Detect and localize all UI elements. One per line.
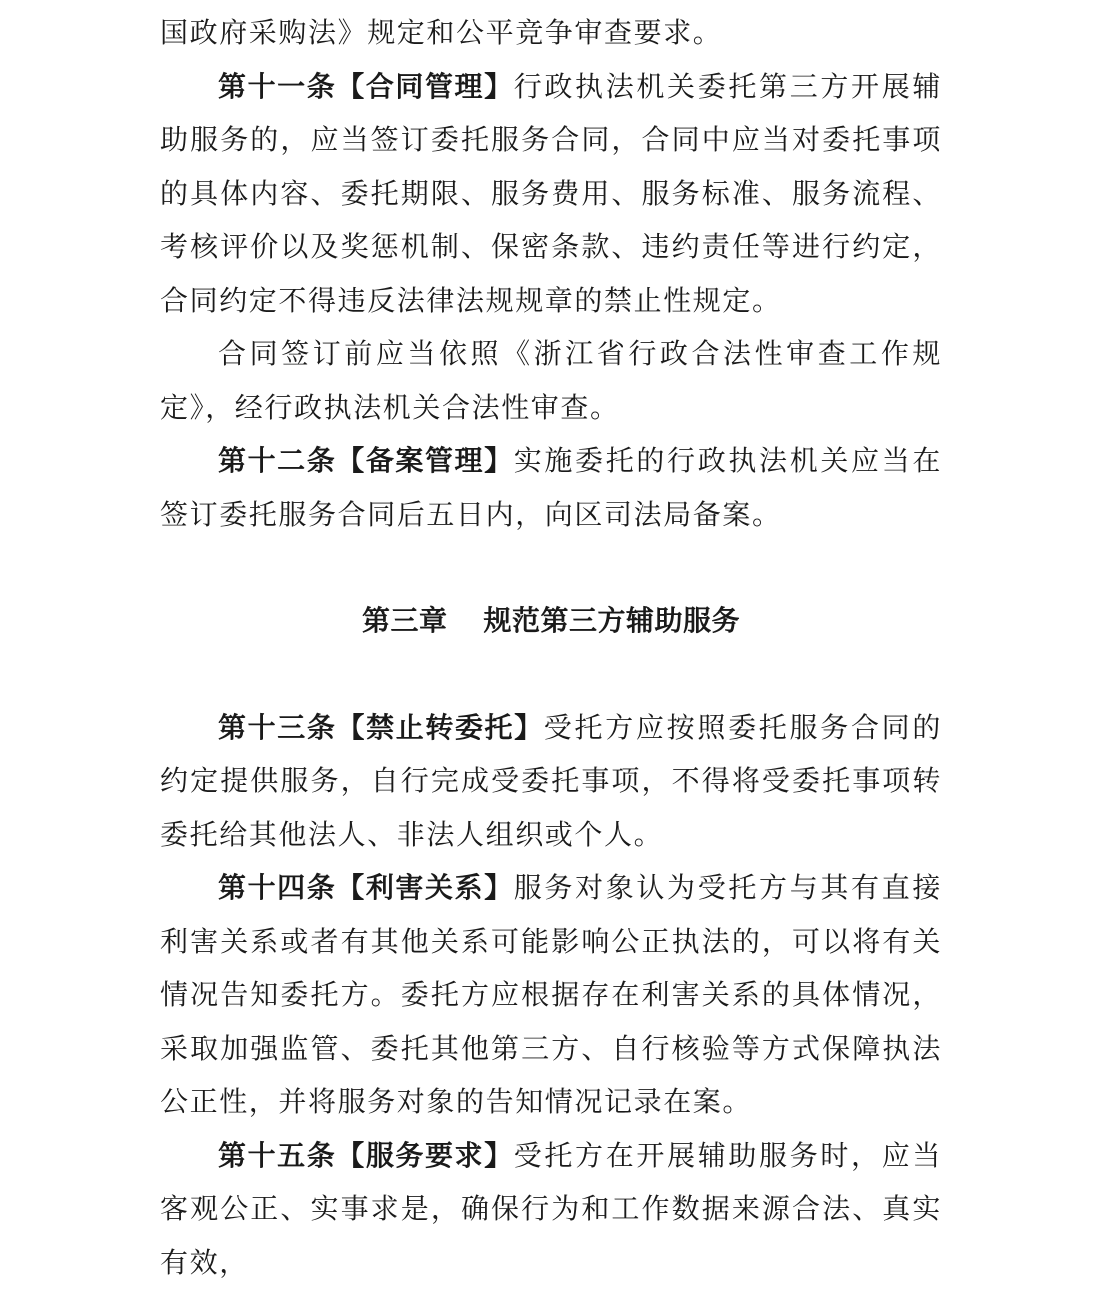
chapter-title: 规范第三方辅助服务 xyxy=(484,604,741,637)
article-heading: 第十二条【备案管理】 xyxy=(218,444,514,477)
chapter-number: 第三章 xyxy=(362,604,448,637)
article-heading: 第十一条【合同管理】 xyxy=(218,70,514,103)
article-13-paragraph xyxy=(160,701,942,862)
paragraph-text: 行政执法机关委托第三方开展辅助服务的，应当签订委托服务合同，合同中应当对委托事项的具体内容、委托期限、服务费用、服务标准、服务流程、考核评价以及奖惩机制、保密条款、违约责任等进行约定，合同约定不得违反法律法规规章的禁止性规定。 xyxy=(160,70,942,317)
article-14-paragraph xyxy=(160,861,942,1129)
paragraph-text: 受托方应按照委托服务合同的约定提供服务，自行完成受委托事项，不得将受委托事项转委托给其他法人、非法人组织或个人。 xyxy=(160,711,942,851)
article-heading: 第十四条【利害关系】 xyxy=(218,871,514,904)
article-11-paragraph xyxy=(160,60,942,328)
article-11-subparagraph xyxy=(160,327,942,434)
chapter-heading xyxy=(160,594,942,648)
paragraph-text: 合同签订前应当依照《浙江省行政合法性审查工作规定》，经行政执法机关合法性审查。 xyxy=(160,337,942,424)
paragraph-text: 实施委托的行政执法机关应当在签订委托服务合同后五日内，向区司法局备案。 xyxy=(160,444,942,531)
paragraph-text: 国政府采购法》规定和公平竞争审查要求。 xyxy=(160,16,722,49)
article-12-paragraph xyxy=(160,434,942,541)
paragraph-text: 服务对象认为受托方与其有直接利害关系或者有其他关系可能影响公正执法的，可以将有关情况告知委托方。委托方应根据存在利害关系的具体情况，采取加强监管、委托其他第三方、自行核验等方式保障执法公正性，并将服务对象的告知情况记录在案。 xyxy=(160,871,942,1118)
paragraph-text: 受托方在开展辅助服务时，应当客观公正、实事求是，确保行为和工作数据来源合法、真实有效， xyxy=(160,1139,942,1279)
document-page xyxy=(160,6,942,1289)
article-heading: 第十五条【服务要求】 xyxy=(218,1139,514,1172)
article-heading: 第十三条【禁止转委托】 xyxy=(218,711,544,744)
paragraph-continued xyxy=(160,6,942,60)
article-15-paragraph xyxy=(160,1129,942,1289)
